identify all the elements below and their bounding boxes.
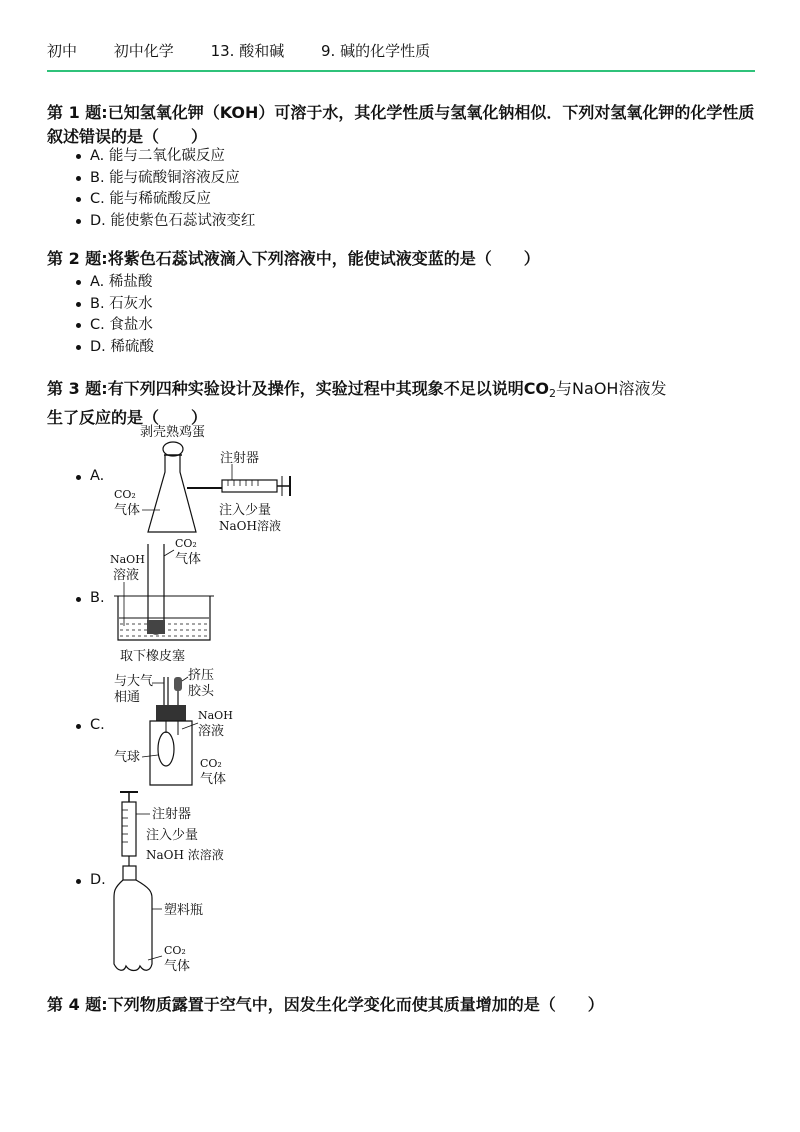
subscript: 2 bbox=[549, 387, 557, 400]
label-co2: CO₂ bbox=[200, 757, 222, 770]
question-number: 第 2 题: bbox=[47, 249, 108, 268]
question-text: 将紫色石蕊试液滴入下列溶液中，能使试液变蓝的是（ ） bbox=[107, 249, 540, 268]
breadcrumb-item[interactable]: 13. 酸和碱 bbox=[210, 42, 285, 60]
option-label: A. bbox=[90, 468, 105, 484]
option-item[interactable]: B. 石灰水 bbox=[47, 294, 154, 316]
label-remove-stopper: 取下橡皮塞 bbox=[120, 649, 186, 664]
label-connected: 相通 bbox=[114, 690, 141, 705]
header-divider bbox=[47, 70, 755, 72]
question-text: 生了反应的是（ ） bbox=[47, 408, 208, 427]
question-2-options bbox=[47, 272, 154, 358]
question-4-stem bbox=[47, 993, 755, 1017]
breadcrumb-item[interactable]: 初中化学 bbox=[113, 42, 174, 60]
option-item[interactable]: D. 稀硫酸 bbox=[47, 337, 154, 359]
label-naoh-solution: NaOH溶液 bbox=[219, 519, 281, 533]
question-text: 已知氢氧化钾（KOH）可溶于水，其化学性质与氢氧化钠相似．下列对氢氧化钾的化学性质叙述错误的是（ ） bbox=[47, 103, 755, 146]
option-item[interactable]: C. 食盐水 bbox=[47, 315, 154, 337]
label-gas: 气体 bbox=[175, 552, 202, 567]
label-co2: CO₂ bbox=[164, 944, 186, 957]
option-item[interactable]: D. 能使紫色石蕊试液变红 bbox=[47, 211, 255, 233]
label-inject: 注入少量 bbox=[219, 503, 272, 518]
question-number: 第 4 题: bbox=[47, 995, 108, 1014]
label-naoh: NaOH bbox=[110, 553, 145, 566]
figure-a-flask-egg-syringe bbox=[112, 422, 302, 542]
bullet-icon bbox=[76, 475, 81, 480]
label-naoh: NaOH bbox=[198, 709, 233, 722]
figure-c-bottle-balloon bbox=[112, 663, 242, 793]
option-label: B. bbox=[90, 590, 105, 606]
option-item[interactable]: A. 能与二氧化碳反应 bbox=[47, 146, 255, 168]
label-inject: 注入少量 bbox=[146, 828, 199, 843]
question-2-stem bbox=[47, 247, 755, 271]
label-co2: CO₂ bbox=[114, 488, 136, 501]
bullet-icon bbox=[76, 879, 81, 884]
breadcrumb-item[interactable]: 9. 碱的化学性质 bbox=[321, 42, 431, 60]
label-balloon: 气球 bbox=[114, 750, 141, 765]
label-plastic-bottle: 塑料瓶 bbox=[164, 903, 204, 918]
option-item[interactable]: B. 能与硫酸铜溶液反应 bbox=[47, 168, 255, 190]
label-to-atmosphere: 与大气 bbox=[114, 674, 154, 689]
label-gas: 气体 bbox=[200, 772, 227, 787]
bullet-icon bbox=[76, 597, 81, 602]
question-1-options bbox=[47, 146, 255, 232]
option-label: C. bbox=[90, 717, 105, 733]
question-text: 下列物质露置于空气中，因发生化学变化而使其质量增加的是（ ） bbox=[107, 995, 604, 1014]
label-squeeze: 挤压 bbox=[188, 668, 215, 683]
label-gas: 气体 bbox=[114, 503, 141, 518]
option-item[interactable]: C. 能与稀硫酸反应 bbox=[47, 189, 255, 211]
label-solution: 溶液 bbox=[198, 724, 225, 739]
label-gas: 气体 bbox=[164, 959, 191, 974]
label-bulb: 胶头 bbox=[188, 684, 215, 699]
label-naoh-concentrated: NaOH 浓溶液 bbox=[146, 848, 224, 862]
label-co2: CO₂ bbox=[175, 537, 197, 550]
label-syringe: 注射器 bbox=[220, 451, 260, 466]
question-text: 与NaOH溶液发 bbox=[556, 379, 667, 398]
label-syringe: 注射器 bbox=[152, 807, 192, 822]
label-solution: 溶液 bbox=[113, 568, 140, 583]
question-number: 第 3 题: bbox=[47, 379, 108, 398]
question-number: 第 1 题: bbox=[47, 103, 108, 122]
option-item[interactable]: A. 稀盐酸 bbox=[47, 272, 154, 294]
label-peeled-egg: 剥壳熟鸡蛋 bbox=[140, 425, 206, 440]
breadcrumb bbox=[47, 40, 462, 61]
bullet-icon bbox=[76, 724, 81, 729]
figure-b-tube-trough bbox=[110, 534, 230, 664]
question-text: 有下列四种实验设计及操作，实验过程中其现象不足以说明CO bbox=[107, 379, 550, 398]
question-1-stem bbox=[47, 101, 755, 149]
option-label: D. bbox=[90, 872, 106, 888]
breadcrumb-item[interactable]: 初中 bbox=[47, 42, 78, 60]
figure-d-plastic-bottle bbox=[112, 788, 252, 978]
